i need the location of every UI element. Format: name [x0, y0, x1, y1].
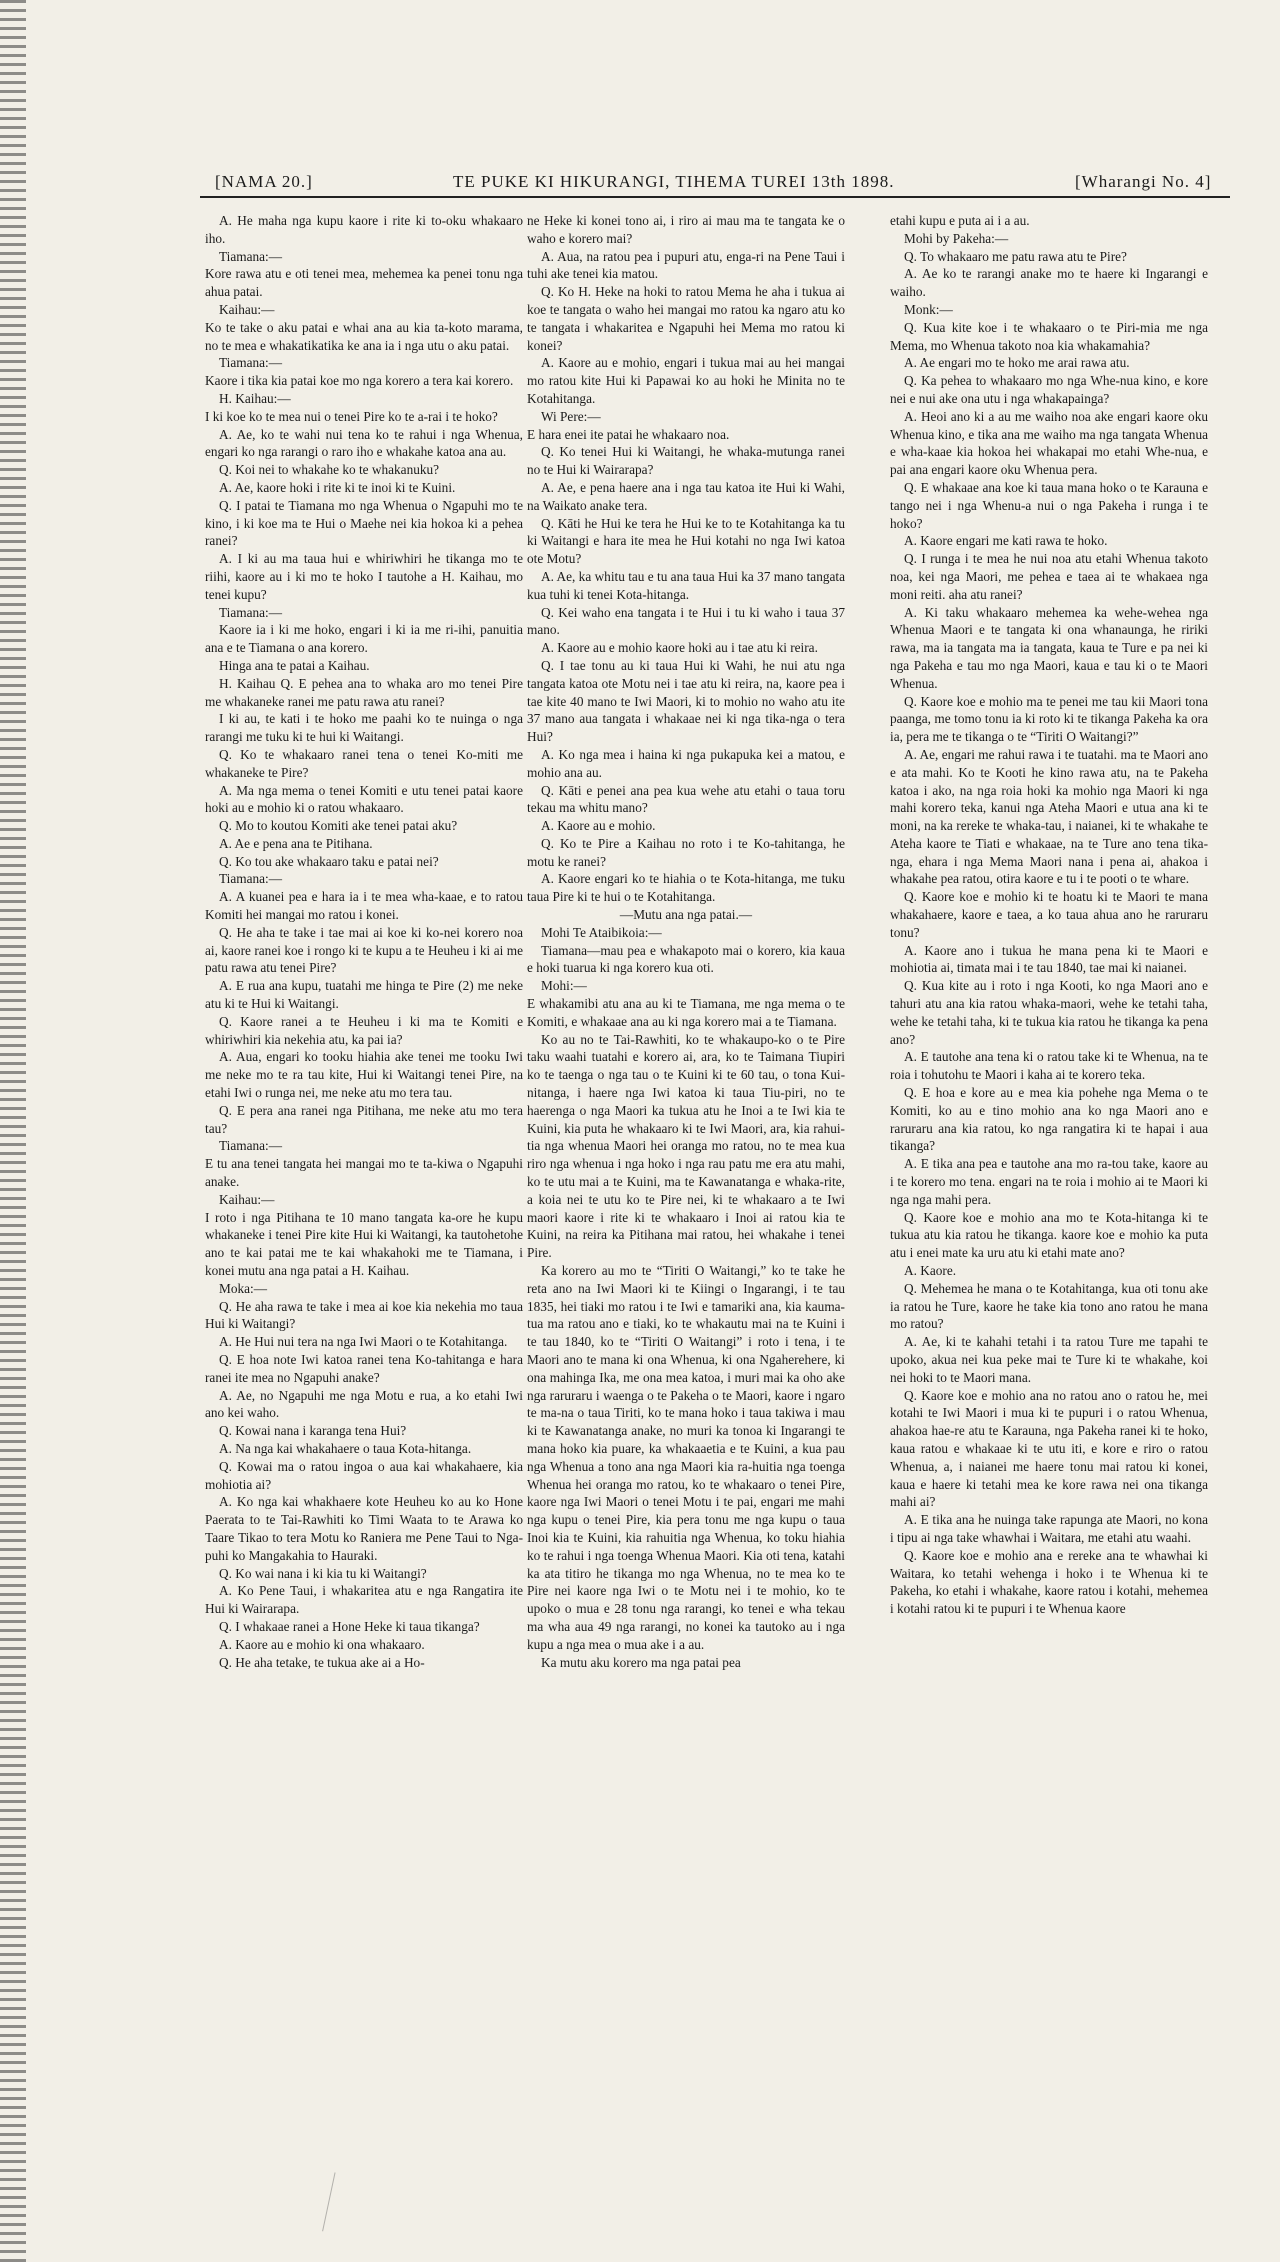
- paragraph: I ki au, te kati i te hoko me paahi ko te nuinga o nga rarangi me tuku ki te hui ki Waitangi.: [205, 711, 523, 745]
- paragraph: Tiamana—mau pea e whakapoto mai o korero, kia kaua e hoki tuarua ki nga korero kua oti.: [527, 942, 845, 976]
- paragraph: A. Heoi ano ki a au me waiho noa ake engari kaore oku Whenua kino, e tika ana me waiho ma nga tangata Whenua e wha-kaae kia hokoa hei whakapai mo etahi Whe-nua, e pai ana engari kaore oku Whenua pera.: [890, 408, 1208, 478]
- paragraph: A. Ae ko te rarangi anake mo te haere ki Ingarangi e waiho.: [890, 266, 1208, 300]
- paragraph: Ka mutu aku korero ma nga patai pea: [541, 1654, 741, 1670]
- paragraph: Q. Ko wai nana i ki kia tu ki Waitangi?: [219, 1565, 427, 1581]
- paragraph: Q. I runga i te mea he nui noa atu etahi Whenua takoto noa, kei nga Maori, me pehea e taea ai te whakaea nga moni reiti. aha atu ranei?: [890, 551, 1208, 602]
- paragraph: Q. I whakaae ranei a Hone Heke ki taua tikanga?: [219, 1618, 480, 1634]
- paragraph: A. Kaore.: [904, 1263, 957, 1279]
- paragraph: A. Kaore au e mohio ki ona whakaaro.: [219, 1636, 425, 1652]
- paragraph: Q. Kāti e penei ana pea kua wehe atu etahi o taua toru tekau ma whitu mano?: [527, 782, 845, 816]
- paragraph: Q. Kaore ranei a te Heuheu i ki ma te Komiti e whiriwhiri kia nekehia atu, ka pai ia?: [205, 1013, 523, 1047]
- column-1: [205, 212, 523, 2092]
- paragraph: Q. E hoa e kore au e mea kia pohehe nga Mema o te Komiti, ko au e tino mohio ana ko nga Maori ano e raruraru ana kia ratou, ko nga rangatira ki te hapai i aua tikanga?: [890, 1085, 1208, 1154]
- paragraph: Ko te take o aku patai e whai ana au kia ta-koto marama, no te mea e whakatikatika ke ana ia i nga utu o aku patai.: [205, 319, 523, 353]
- paragraph: A. Ae e pena ana te Pitihana.: [219, 835, 373, 851]
- paragraph: Tiamana:—: [219, 604, 283, 620]
- paragraph: A. E rua ana kupu, tuatahi me hinga te Pire (2) me neke atu ki te Hui ki Waitangi.: [205, 978, 523, 1012]
- paragraph: Q. Ko tenei Hui ki Waitangi, he whaka-mutunga ranei no te Hui ki Wairarapa?: [527, 444, 845, 478]
- paragraph: A. Na nga kai whakahaere o taua Kota-hitanga.: [219, 1440, 472, 1456]
- paragraph: Q. Mehemea he mana o te Kotahitanga, kua oti tonu ake ia ratou he Ture, kaore he take kia tono ano ratou he mana mo ratou?: [890, 1280, 1208, 1332]
- paragraph: A. He maha nga kupu kaore i rite ki to-oku whakaaro iho.: [205, 213, 523, 246]
- paragraph: Tiamana:—: [219, 871, 283, 887]
- paragraph: Q. Kaore koe e mohio ana e rereke ana te whawhai ki Waitara, ko tetahi wehenga i hoko i te Whenua ki te Pakeha, ko etahi i whakahe, kaore ratou i kotahi, mehemea i kotahi ratou ki te pupuri i te Whenua kaore: [890, 1547, 1208, 1617]
- paragraph: Mohi:—: [541, 978, 587, 994]
- paragraph: A. Ae, ka whitu tau e tu ana taua Hui ka 37 mano tangata kua tuhi ki tenei Kota-hitanga.: [527, 568, 845, 602]
- issue-number: [NAMA 20.]: [215, 172, 313, 191]
- paragraph: Q. E whakaae ana koe ki taua mana hoko o te Karauna e tango nei i nga Whenu-a nui o nga Pakeha i runga i te hoko?: [890, 479, 1208, 531]
- paragraph: A. Ae, engari me rahui rawa i te tuatahi. ma te Maori ano e ata mahi. Ko te Kooti he kino rawa atu, na te Pakeha katoa i ako, na nga roia hoki ka mohio nga Maori ki nga mahi korero teka, kanui nga Ateha Maori e utua ana ki te moni, na ka rereke te whaka-tau, i naianei, ki te whakahe te Ateha kaore te Tiati e whakaae, na te Ture ano tena tika-nga, ehara i nga Mema Maori nana i pena ai, ahakoa i whakahe pea ratou, otira kaore e tu i te pooti o te whare.: [890, 746, 1208, 887]
- paragraph: H. Kaihau Q. E pehea ana to whaka aro mo tenei Pire me whakaneke ranei me patu rawa atu ranei?: [205, 675, 523, 709]
- paragraph: A. E tika ana pea e tautohe ana mo ra-tou take, kaore au i te korero mo tena. engari na te roia i mohio ai te Maori ki nga nga mahi pera.: [890, 1156, 1208, 1207]
- paragraph: A. Kaore engari me kati rawa te hoko.: [904, 533, 1108, 549]
- paragraph: Q. Kaore koe e mohio ana no ratou ano o ratou he, mei kotahi te Iwi Maori i mua ki te pupuri i o ratou Whenua, ahakoa hae-re atu te Karauna, nga Pakeha ranei ki te hoko, kaua ratou e whakaae ki te utu iti, e kore e riro o ratou Whenua, a, i naianei me haere tonu mai ratou ki konei, kaua e haere ki tetahi mea ke kore rawa nei ona tikanga mahi ai?: [890, 1387, 1208, 1510]
- paragraph: Q. Kua kite au i roto i nga Kooti, ko nga Maori ano e tahuri atu ana kia ratou whaka-maori, wehe ke tetahi taha, wehe ke tetahi taha, ki te tukua kia ratou he tikanga ka pena ano?: [890, 978, 1208, 1047]
- paragraph: A. A kuanei pea e hara ia i te mea wha-kaae, e to ratou Komiti hei mangai mo ratou i konei.: [205, 889, 523, 923]
- paragraph: Q. Kaore koe e mohio ki te hoatu ki te Maori te mana whakahaere, kaore e taea, a ko taua ahua ano he raruraru tonu?: [890, 889, 1208, 940]
- paragraph: Q. Kaore koe e mohio ana mo te Kota-hitanga ki te tukua atu kia ratou he tikanga. kaore koe e mohio ka puta atu i enei mate ka uru atu ki etahi mate ano?: [890, 1209, 1208, 1261]
- paragraph: Ko au no te Tai-Rawhiti, ko te whakaupo-ko o te Pire taku waahi tuatahi e korero ai, ara, ko te Taimana Tiupiri ko te taenga o nga tau o te Kuini ki te 60 tau, o tona Kui-nitanga, i haere nga Iwi katoa ki taua Tiu-piri, no te haerenga o nga Maori ka tukua atu he Inoi a te Iwi kia te Kuini, kia puta he whakaaro ki te Iwi Maori, ara, kia rahui-tia nga whenua Maori hei oranga mo ratou, no te mea kua riro nga whenua i nga hoko i nga rau patu me era atu mahi, ko te utu mai a te Kuini, ma te Kawanatanga e whaka-rite, a koia nei te utu ko te Pire nei, ki te whakaaro a te Iwi maori kaore i rite ki te whakaaro i Inoi ai ratou kia te Kuini, na reira ka Pitihana mai ratou, hei whakahe i tenei Pire.: [527, 1031, 845, 1261]
- paragraph: Tiamana:—: [219, 1138, 283, 1154]
- paragraph: Q. Ko H. Heke na hoki to ratou Mema he aha i tukua ai koe te tangata o waho hei mangai mo ratou ka ngaro atu ko te tangata i whakaritea e Ngapuhi hei Mema mo ratou ki konei?: [527, 284, 845, 353]
- page-number: [Wharangi No. 4]: [1075, 172, 1212, 191]
- header-rule: [200, 196, 1230, 198]
- newspaper-title: TE PUKE KI HIKURANGI, TIHEMA TUREI 13th 1898.: [453, 172, 895, 191]
- paragraph: A. Ko Pene Taui, i whakaritea atu e nga Rangatira ite Hui ki Wairarapa.: [205, 1583, 523, 1617]
- paragraph: A. Kaore au e mohio kaore hoki au i tae atu ki reira.: [541, 640, 818, 656]
- paragraph: Ka korero au mo te “Tiriti O Waitangi,” ko te take he reta ano na Iwi Maori ki te Kiingi o Ingarangi, i te tau 1835, hei tiaki mo ratou i te Iwi e tamariki ana, kia kauma-tua ma ratou ano e tiaki, ko te whakautu mai na te Kuini i te tau 1840, ko te “Tiriti O Waitangi” i roto i tena, i te Maori ano te mana ki ona Whenua, ki ona Ngaherehere, ki ona mahinga Ika, me ona mea katoa, i muri mai ka oho ake nga raruraru i waenga o te Pakeha o te Maori, kaore i ngaro te ma-na o taua Tiriti, ko te mana hoko i taua takiwa i mau ki te Kawanatanga anake, no muri ka tonoa ki Ingarangi te mana hoko kia puare, ka whakaaetia e te Kuini, a kua pau nga Whenua a tono ana nga Maori kia ra-huitia nga toenga Whenua hei oranga mo ratou, ko te whakaaro o tenei Pire, kaore nga Iwi Maori o tenei Motu i te pai, engari me mahi nga kupu o tenei Pire, kia pera tonu me nga kupu o taua Inoi kia te Kuini, kia rahuitia nga Whenua, ko toku hiahia ko te rahui i nga toenga Whenua Maori. Kia oti tena, katahi ka ata titiro he tikanga mo nga Whenua, no te mea ko te Pire nei kaore nga Iwi o te Motu nei i te mohio, ko te upoko o mua e 28 tonu nga rarangi, ko tenei e wha tekau ma wha aua 49 nga rarangi, no konei ka tautoko au i nga kupu a nga mea o mua ake i a au.: [527, 1263, 845, 1652]
- column-2: [527, 212, 845, 2092]
- page-binding-edge: [0, 0, 26, 2262]
- paragraph: A. Ae, ko te wahi nui tena ko te rahui i nga Whenua, engari ko nga rarangi o raro iho e whakahe katoa ana au.: [205, 426, 523, 460]
- paragraph: Monk:—: [904, 301, 953, 317]
- paragraph: Kore rawa atu e oti tenei mea, mehemea ka penei tonu nga ahua patai.: [205, 266, 523, 300]
- paragraph: Q. Kei waho ena tangata i te Hui i tu ki waho i taua 37 mano.: [527, 604, 845, 638]
- paragraph: A. Ma nga mema o tenei Komiti e utu tenei patai kaore hoki au e mohio ki o ratou whakaaro.: [205, 782, 523, 816]
- paragraph: Q. To whakaaro me patu rawa atu te Pire?: [904, 248, 1127, 264]
- paragraph: A. Ki taku whakaaro mehemea ka wehe-wehea nga Whenua Maori e te tangata ki ona whanaunga, he ririki rawa, ma ia tangata ma ia tangata, kaua te Ture e pa nei ki nga Pakeha e tau mo nga Maori, kaua e tau ki o te Maori Whenua.: [890, 604, 1208, 691]
- paragraph: E tu ana tenei tangata hei mangai mo te ta-kiwa o Ngapuhi anake.: [205, 1156, 523, 1190]
- paragraph: Q. E hoa note Iwi katoa ranei tena Ko-tahitanga e hara ranei ite mea no Ngapuhi anake?: [205, 1352, 523, 1385]
- paragraph: E whakamibi atu ana au ki te Tiamana, me nga mema o te Komiti, e whakaae ana au ki nga korero mai a te Tiamana.: [527, 996, 845, 1029]
- paragraph: Kaihau:—: [219, 1191, 275, 1207]
- paragraph: Q. Kaore koe e mohio ma te penei me tau kii Maori tona paanga, me tomo tonu ia ki roto ki te tikanga Pakeha ka ora ia, pera me te tikanga o te “Tiriti O Waitangi?”: [890, 693, 1208, 745]
- paragraph: A. He Hui nui tera na nga Iwi Maori o te Kotahitanga.: [219, 1334, 508, 1350]
- paragraph: E hara enei ite patai he whakaaro noa.: [527, 426, 730, 442]
- paragraph: Wi Pere:—: [541, 408, 601, 424]
- paragraph: A. Ae, e pena haere ana i nga tau katoa ite Hui ki Wahi, na Waikato anake tera.: [527, 479, 845, 513]
- paragraph: Q. I patai te Tiamana mo nga Whenua o Ngapuhi mo te kino, i ki koe ma te Hui o Maehe nei kia hokoa ki a pehea ranei?: [205, 497, 523, 549]
- paragraph: A. Kaore au e mohio, engari i tukua mai au hei mangai mo ratou kite Hui ki Papawai ko au hoki he Minita no te Kotahitanga.: [527, 355, 845, 406]
- paragraph: Kaore ia i ki me hoko, engari i ki ia me ri-ihi, panuitia ana e te Tiamana o ana korero.: [205, 622, 523, 656]
- paragraph: A. E tika ana he nuinga take rapunga ate Maori, no kona i tipu ai nga take whawhai i Waitara, me etahi atu waahi.: [890, 1512, 1208, 1545]
- paragraph: H. Kaihau:—: [219, 390, 291, 406]
- paragraph: Tiamana:—: [219, 248, 283, 264]
- paragraph: Q. E pera ana ranei nga Pitihana, me neke atu mo tera tau?: [205, 1102, 523, 1136]
- paragraph: I roto i nga Pitihana te 10 mano tangata ka-ore he kupu whakaneke i tenei Pire kite Hui ki Waitangi, ka tautohetohe ano te kai patai me te kai whakahoki me te Tiamana, i konei mutu ana nga patai a H. Kaihau.: [205, 1209, 523, 1279]
- paragraph: A. I ki au ma taua hui e whiriwhiri he tikanga mo te riihi, kaore au i ki mo te hoko I tautohe a H. Kaihau, mo tenei kupu?: [205, 551, 523, 602]
- paragraph: A. Aua, na ratou pea i pupuri atu, enga-ri na Pene Taui i tuhi ake tenei kia matou.: [527, 248, 845, 282]
- pen-mark: [322, 2172, 365, 2237]
- paragraph: A. Aua, engari ko tooku hiahia ake tenei me tooku Iwi me neke mo te ra tau kite, Hui ki Waitangi tenei Pire, na etahi Iwi o runga nei, me neke atu mo tera tau.: [205, 1049, 523, 1101]
- paragraph: A. Kaore engari ko te hiahia o te Kota-hitanga, me tuku taua Pire ki te hui o te Kotahitanga.: [527, 871, 845, 905]
- paragraph: Mohi Te Ataibikoia:—: [541, 924, 662, 940]
- paragraph: A. E tautohe ana tena ki o ratou take ki te Whenua, na te roia i tohutohu te Maori i kaha ai te korero teka.: [890, 1049, 1208, 1083]
- paragraph: A. Kaore ano i tukua he mana pena ki te Maori e mohiotia ai, timata mai i te tau 1840, tae mai ki naianei.: [890, 942, 1208, 976]
- paragraph: A. Ae, no Ngapuhi me nga Motu e rua, a ko etahi Iwi ano kei waho.: [205, 1387, 523, 1421]
- paragraph: Q. Mo to koutou Komiti ake tenei patai aku?: [219, 818, 458, 834]
- paragraph: Tiamana:—: [219, 355, 283, 371]
- paragraph: Q. I tae tonu au ki taua Hui ki Wahi, he nui atu nga tangata katoa ote Motu nei i tae atu ki reira, na, kaore pea i tae kite 40 mano te Iwi Maori, ki to mohio no waho atu ite 37 mano aua tangata i whakaae nei ki nga tika-nga o tera Hui?: [527, 657, 845, 745]
- paragraph: Mohi by Pakeha:—: [904, 230, 1009, 246]
- paragraph: —Mutu ana nga patai.—: [619, 907, 753, 923]
- paragraph: Hinga ana te patai a Kaihau.: [219, 657, 370, 673]
- paragraph: Q. Kowai nana i karanga tena Hui?: [219, 1423, 407, 1439]
- paragraph: Q. Ko te whakaaro ranei tena o tenei Ko-miti me whakaneke te Pire?: [205, 746, 523, 780]
- paragraph: A. Ae engari mo te hoko me arai rawa atu.: [904, 355, 1130, 371]
- paragraph: Kaihau:—: [219, 301, 275, 317]
- paragraph: Q. Kowai ma o ratou ingoa o aua kai whakahaere, kia mohiotia ai?: [205, 1458, 523, 1492]
- paragraph: Q. Ko tou ake whakaaro taku e patai nei?: [219, 853, 439, 869]
- paragraph: Moka:—: [219, 1280, 268, 1296]
- paragraph: Q. Ka pehea to whakaaro mo nga Whe-nua kino, e kore nei e nui ake ona utu i nga whakapainga?: [890, 373, 1208, 406]
- paragraph: A. Ko nga mea i haina ki nga pukapuka kei a matou, e mohio ana au.: [527, 746, 845, 780]
- paragraph: Q. He aha tetake, te tukua ake ai a Ho-: [219, 1654, 425, 1670]
- paragraph: ne Heke ki konei tono ai, i riro ai mau ma te tangata ke o waho e korero mai?: [527, 213, 845, 246]
- paragraph: Q. Kua kite koe i te whakaaro o te Piri-mia me nga Mema, mo Whenua takoto noa kia whakamahia?: [890, 319, 1208, 353]
- paragraph: Q. He aha te take i tae mai ai koe ki ko-nei korero noa ai, kaore ranei koe i rongo ki te kupu a te Heuheu i ki ai me patu rawa atu tenei Pire?: [205, 924, 523, 976]
- paragraph: etahi kupu e puta ai i a au.: [890, 213, 1030, 228]
- paragraph: I ki koe ko te mea nui o tenei Pire ko te a-rai i te hoko?: [205, 408, 498, 424]
- page-header: [215, 172, 1230, 194]
- paragraph: Q. Koi nei to whakahe ko te whakanuku?: [219, 462, 440, 478]
- paragraph: Q. Kāti he Hui ke tera he Hui ke to te Kotahitanga ka tu ki Waitangi e hara ite mea he Hui kotahi no nga Iwi katoa ote Motu?: [527, 515, 845, 567]
- paragraph: A. Ae, ki te kahahi tetahi i ta ratou Ture me tapahi te upoko, akua nei kua peke mai te Ture ki te whakahe, koi nei hoki to te Maori mana.: [890, 1334, 1208, 1385]
- paragraph: A. Kaore au e mohio.: [541, 818, 656, 834]
- column-3: [890, 212, 1208, 2092]
- paragraph: Q. He aha rawa te take i mea ai koe kia nekehia mo taua Hui ki Waitangi?: [205, 1298, 523, 1332]
- paragraph: Kaore i tika kia patai koe mo nga korero a tera kai korero.: [205, 373, 514, 389]
- paragraph: Q. Ko te Pire a Kaihau no roto i te Ko-tahitanga, he motu ke ranei?: [527, 835, 845, 869]
- paragraph: A. Ko nga kai whakhaere kote Heuheu ko au ko Hone Paerata to te Tai-Rawhiti ko Timi Waata to te Arawa ko Taare Tikao to tera Motu ko Raniera me Pene Taui to Nga-puhi ko Mangakahia to Hauraki.: [205, 1494, 523, 1563]
- paragraph: A. Ae, kaore hoki i rite ki te inoi ki te Kuini.: [219, 479, 456, 495]
